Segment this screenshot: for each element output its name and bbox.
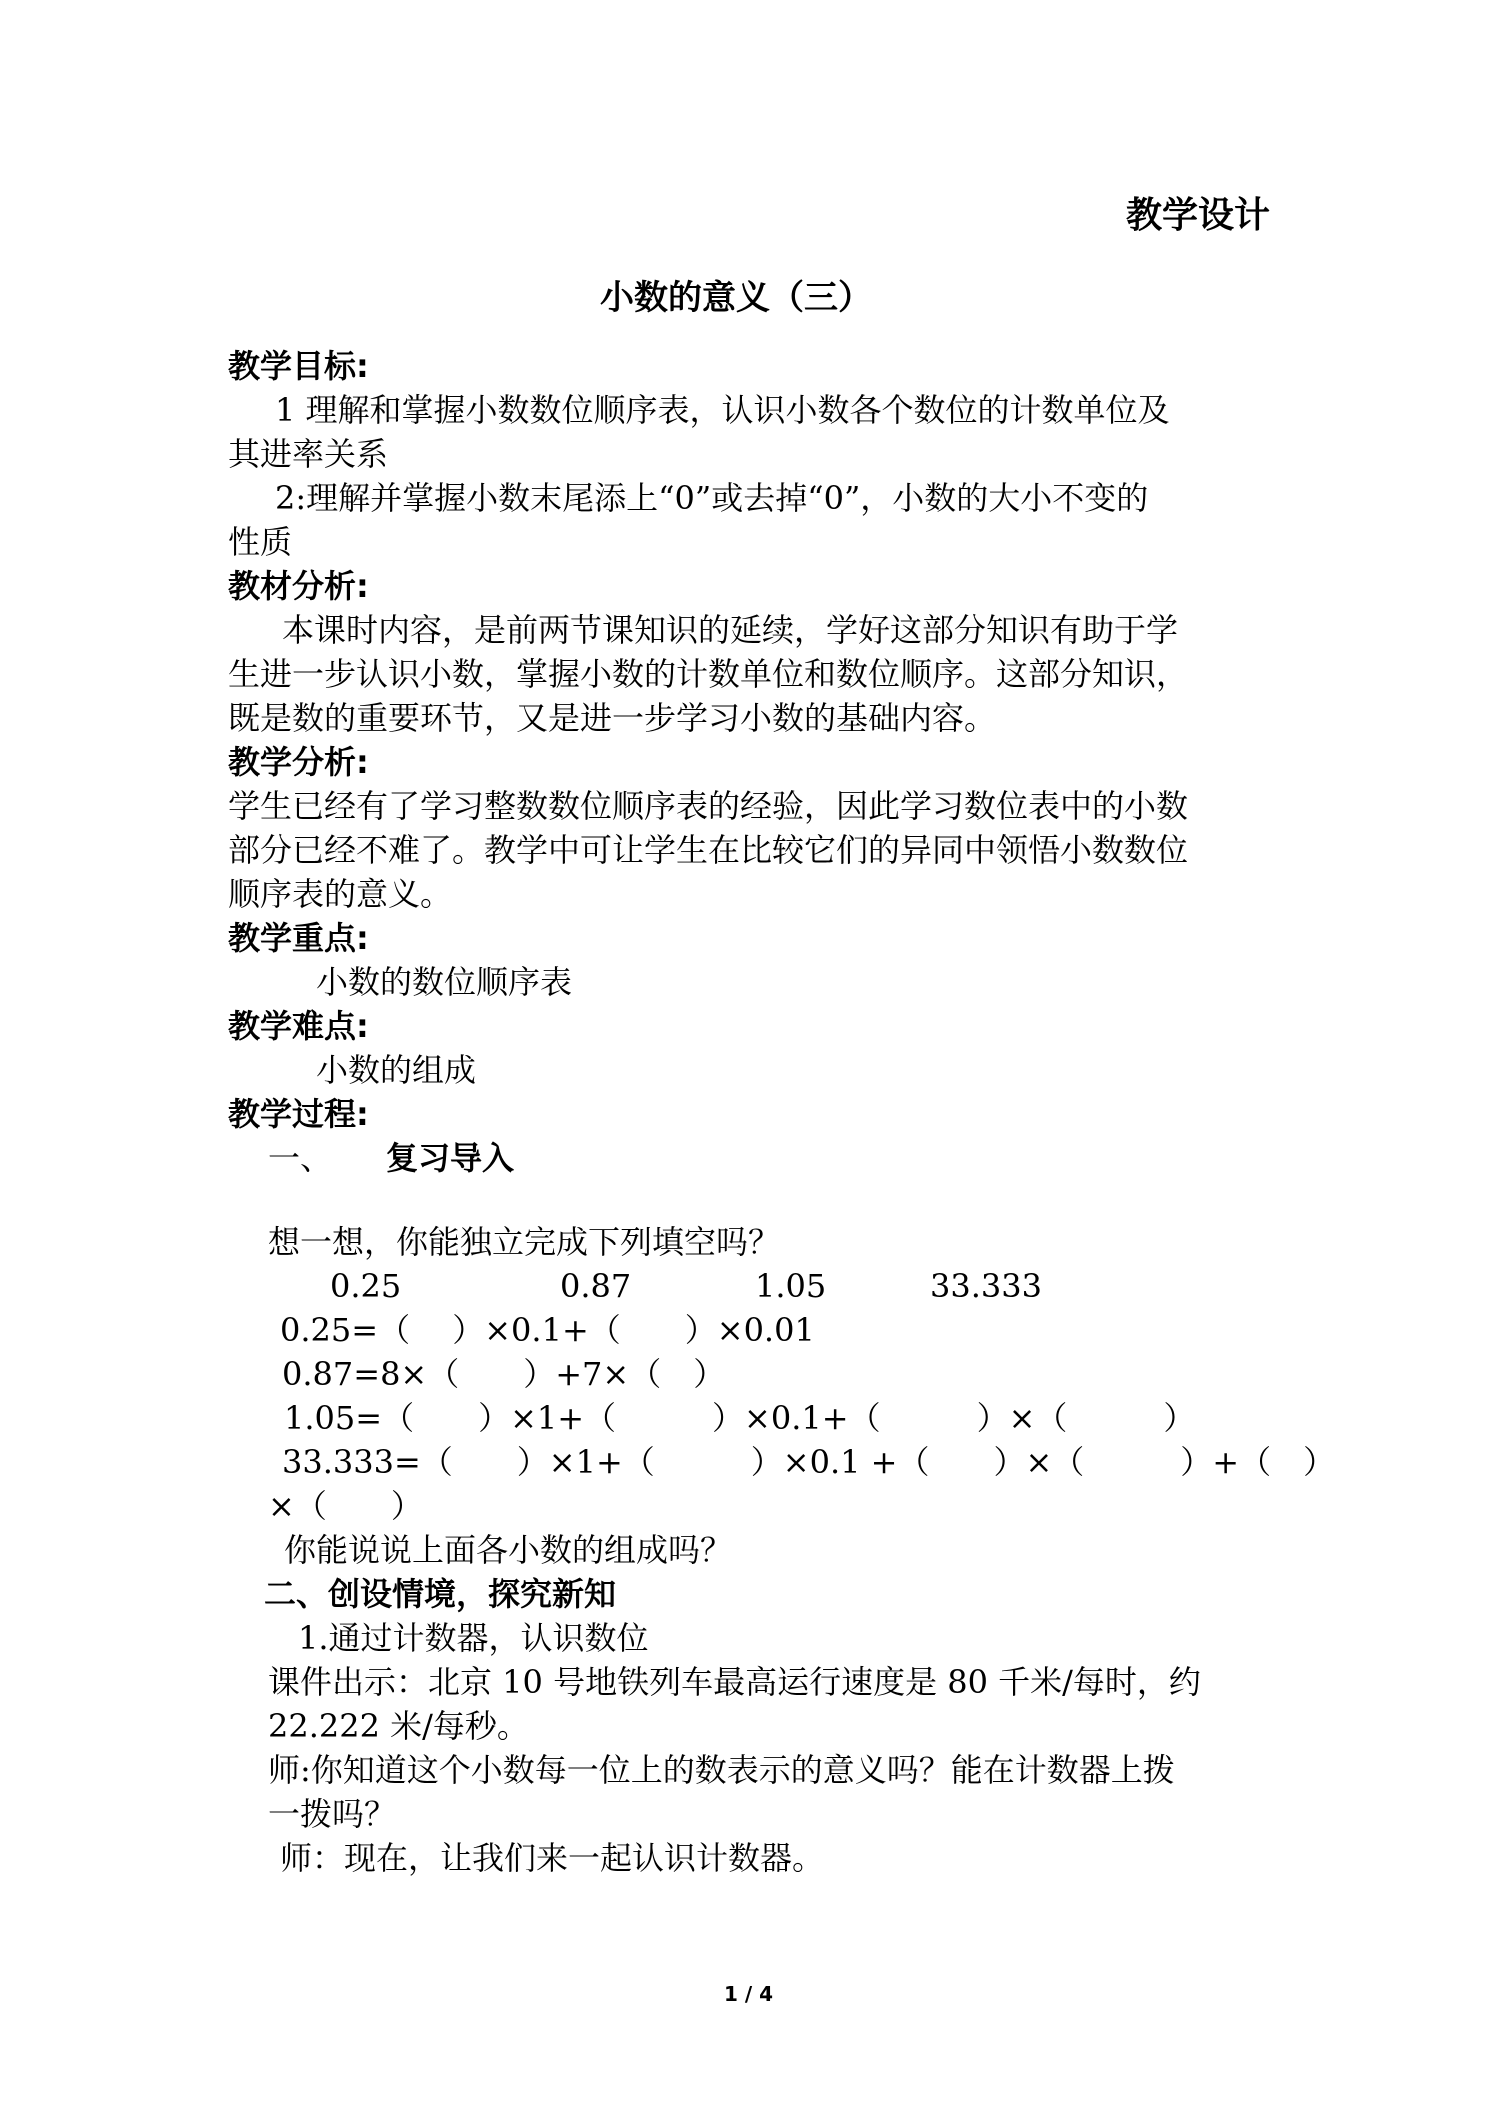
number-4: 33.333 [930, 1267, 1042, 1305]
teaching-analysis-line-1: 学生已经有了学习整数数位顺序表的经验，因此学习数位表中的小数 [228, 787, 1189, 825]
key-point-text: 小数的数位顺序表 [316, 963, 573, 1001]
teacher-line-2: 一拨吗？ [268, 1795, 397, 1833]
material-analysis-line-2: 生进一步认识小数，掌握小数的计数单位和数位顺序。这部分知识， [228, 655, 1189, 693]
teaching-analysis-line-2: 部分已经不难了。教学中可让学生在比较它们的异同中领悟小数数位 [228, 831, 1189, 869]
section-2-title: 二、创设情境，探究新知 [264, 1575, 617, 1613]
objective-2-line-2: 性质 [228, 523, 293, 561]
subsection-1: 1.通过计数器，认识数位 [298, 1619, 649, 1657]
difficulty-heading: 教学难点: [228, 1007, 369, 1045]
section-1-number: 一、 [268, 1139, 333, 1177]
teacher-line-3: 师：现在，让我们来一起认识计数器。 [280, 1839, 825, 1877]
equation-4-line-2: ×（ ） [268, 1487, 423, 1525]
teaching-analysis-heading: 教学分析: [228, 743, 369, 781]
difficulty-text: 小数的组成 [316, 1051, 477, 1089]
doc-type-title: 教学设计 [1125, 195, 1270, 236]
key-point-heading: 教学重点: [228, 919, 369, 957]
equation-3: 1.05=（ ）×1+（ ）×0.1+（ ）×（ ） [284, 1399, 1196, 1437]
objective-1-line-2: 其进率关系 [228, 435, 389, 473]
equation-2: 0.87=8×（ ）+7×（ ） [282, 1355, 726, 1393]
courseware-line-1: 课件出示：北京 10 号地铁列车最高运行速度是 80 千米/每时，约 [268, 1663, 1201, 1701]
composition-question: 你能说说上面各小数的组成吗？ [284, 1531, 733, 1569]
page-number: 1 / 4 [724, 1982, 774, 2006]
objective-1-line-1: 1 理解和掌握小数数位顺序表，认识小数各个数位的计数单位及 [275, 391, 1170, 429]
material-analysis-line-3: 既是数的重要环节，又是进一步学习小数的基础内容。 [228, 699, 997, 737]
teaching-analysis-line-3: 顺序表的意义。 [228, 875, 453, 913]
number-1: 0.25 [330, 1267, 402, 1305]
teacher-line-1: 师:你知道这个小数每一位上的数表示的意义吗？能在计数器上拨 [268, 1751, 1175, 1789]
material-analysis-line-1: 本课时内容，是前两节课知识的延续，学好这部分知识有助于学 [282, 611, 1179, 649]
courseware-line-2: 22.222 米/每秒。 [268, 1707, 529, 1745]
lesson-title: 小数的意义（三） [600, 278, 872, 318]
number-3: 1.05 [755, 1267, 827, 1305]
number-2: 0.87 [560, 1267, 632, 1305]
objectives-heading: 教学目标: [228, 347, 369, 385]
fill-prompt: 想一想，你能独立完成下列填空吗？ [268, 1223, 781, 1261]
objective-2-line-1: 2:理解并掌握小数末尾添上“0”或去掉“0”，小数的大小不变的 [275, 479, 1149, 517]
section-1-title: 复习导入 [386, 1139, 515, 1177]
equation-4-line-1: 33.333=（ ）×1+（ ）×0.1 +（ ）×（ ）+（ ） [282, 1443, 1336, 1481]
process-heading: 教学过程: [228, 1095, 369, 1133]
material-analysis-heading: 教材分析: [228, 567, 369, 605]
equation-1: 0.25=（ ）×0.1+（ ）×0.01 [280, 1311, 815, 1349]
